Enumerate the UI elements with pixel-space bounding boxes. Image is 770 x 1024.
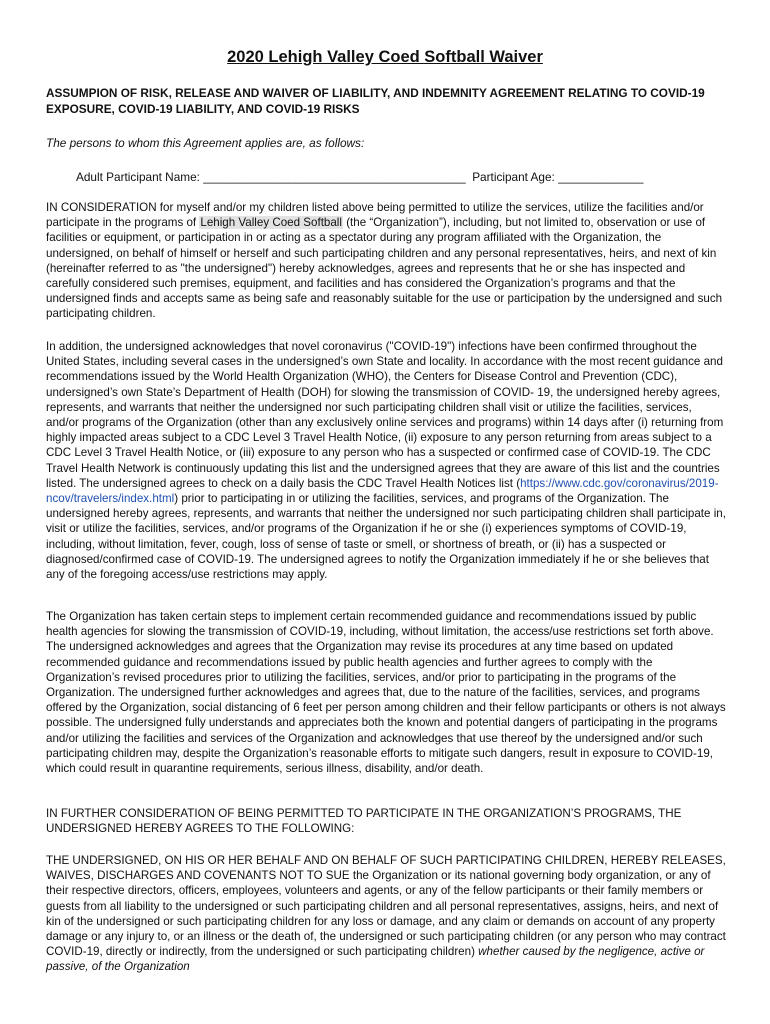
p5-italic-text: whether caused by the negligence, active or passive, of the Organization xyxy=(46,945,705,974)
p1-text-before: IN CONSIDERATION for myself and/or my children listed above being permitted to utilize the services, utilize the facilities and/or participate in the programs of xyxy=(46,201,704,230)
document-title: 2020 Lehigh Valley Coed Softball Waiver xyxy=(227,48,543,66)
covid-acknowledgment-paragraph xyxy=(46,339,726,582)
consideration-paragraph xyxy=(46,200,726,322)
cdc-travel-link[interactable]: https://www.cdc.gov/coronavirus/2019-ncov/travelers/index.html xyxy=(46,476,719,506)
p5-text-before: THE UNDERSIGNED, ON HIS OR HER BEHALF AND ON BEHALF OF SUCH PARTICIPATING CHILDREN, HEREBY RELEASES, WAIVES, DISCHARGES AND COVENANTS NOT TO SUE the Organization or its national governing body organization, or any of their respective directors, officers, employees, volunteers and agents, or any of the fellow participants or their family members or guests from all liability to the undersigned or such participating children and all personal representatives, assigns, heirs, and next of kin of the undersigned or such participating children for any loss or damage, and any claim or demands on account of any property damage or any injury to, or an illness or the death of, the undersigned or such participating children (or any person who may contract COVID-19, directly or indirectly, from the undersigned or such participating children) xyxy=(46,854,726,959)
applies-to-intro: The persons to whom this Agreement applies are, as follows: xyxy=(46,136,365,150)
organization-name-highlight: Lehigh Valley Coed Softball xyxy=(200,216,342,230)
p2-text-before: In addition, the undersigned acknowledges that novel coronavirus ("COVID-19") infections have been confirmed throughout the United States, including several cases in the undersigned’s own State and locality. In accordance with the most recent guidance and recommendations issued by the World Health Organization (WHO), the Centers for Disease Control and Prevention (CDC), undersigned’s own State’s Department of Health (DOH) for slowing the transmission of COVID- 19, the undersigned hereby agrees, represents, and warrants that neither the undersigned nor such participating children shall visit or utilize the facilities, services, and/or programs of the Organization (other than any exclusively online services and programs) within 14 days after (i) returning from highly impacted areas subject to a CDC Level 3 Travel Health Notice, (ii) exposure to any person returning from areas subject to a CDC Level 3 Travel Health Notice, or (iii) exposure to any person who has a suspected or confirmed case of COVID-19. The CDC Travel Health Network is continuously updating this list and the undersigned agrees that they are aware of this list and the countries listed. The undersigned agrees to check on a daily basis the CDC Travel Health Notices list ( xyxy=(46,340,724,490)
p2-text-after: ) prior to participating in or utilizing the facilities, services, and programs of the Organization. The undersigned hereby agrees, represents, and warrants that neither the undersigned nor such participating children shall participate in, visit or utilize the facilities, services, and/or programs of the Organization if he or she (i) experiences symptoms of COVID-19, including, without limitation, fever, cough, loss of sense of taste or smell, or shortness of breath, or (ii) has a suspected or diagnosed/confirmed case of COVID-19. The undersigned agrees to notify the Organization immediately if he or she believes that any of the foregoing access/use restrictions may apply. xyxy=(46,492,726,582)
release-paragraph xyxy=(46,853,726,975)
organization-steps-paragraph: The Organization has taken certain steps to implement certain recommended guidance and recommendations issued by public health agencies for slowing the transmission of COVID-19, including, without limitation, the access/use restrictions set forth above. The undersigned acknowledges and agrees that the Organization may revise its procedures at any time based on updated recommended guidance and recommendations issued by public health agencies and further agrees to comply with the Organization’s revised procedures prior to utilizing the facilities, services, and/or prior to participating in the programs of the Organization. The undersigned further acknowledges and agrees that, due to the nature of the facilities, services, and programs offered by the Organization, social distancing of 6 feet per person among children and their fellow participants or others is not always possible. The undersigned fully understands and appreciates both the known and potential dangers of participating in the programs and/or utilizing the facilities and services of the Organization and acknowledges that use thereof by the undersigned and/or such participating children may, despite the Organization’s reasonable efforts to mitigate such dangers, result in exposure to COVID-19, which could result in quarantine requirements, serious illness, disability, and/or death. xyxy=(46,610,726,776)
agreement-heading: ASSUMPION OF RISK, RELEASE AND WAIVER OF LIABILITY, AND INDEMNITY AGREEMENT RELATING TO COVID-19 EXPOSURE, COVID-19 LIABILITY, AND COVID-19 RISKS xyxy=(46,86,705,116)
further-consideration-paragraph: IN FURTHER CONSIDERATION OF BEING PERMITTED TO PARTICIPATE IN THE ORGANIZATION’S PROGRAMS, THE UNDERSIGNED HEREBY AGREES TO THE FOLLOWING: xyxy=(46,807,682,836)
p1-text-after: (the “Organization”), including, but not limited to, observation or use of facilities or equipment, or participation in or acting as a spectator during any program affiliated with the Organization, the undersigned, on behalf of himself or herself and such participating children and any personal representatives, heirs, and next of kin (hereinafter referred to as "the undersigned") hereby acknowledges, agrees and represents that he or she has inspected and carefully considered such premises, equipment, and facilities and has considered the Organization’s programs and that the undersigned finds and accepts same as being safe and reasonably suitable for the use or participation by the undersigned and such participating children. xyxy=(46,216,723,321)
participant-fields-line: Adult Participant Name: ________________________________________ Participant Age: _____________ xyxy=(76,170,644,184)
